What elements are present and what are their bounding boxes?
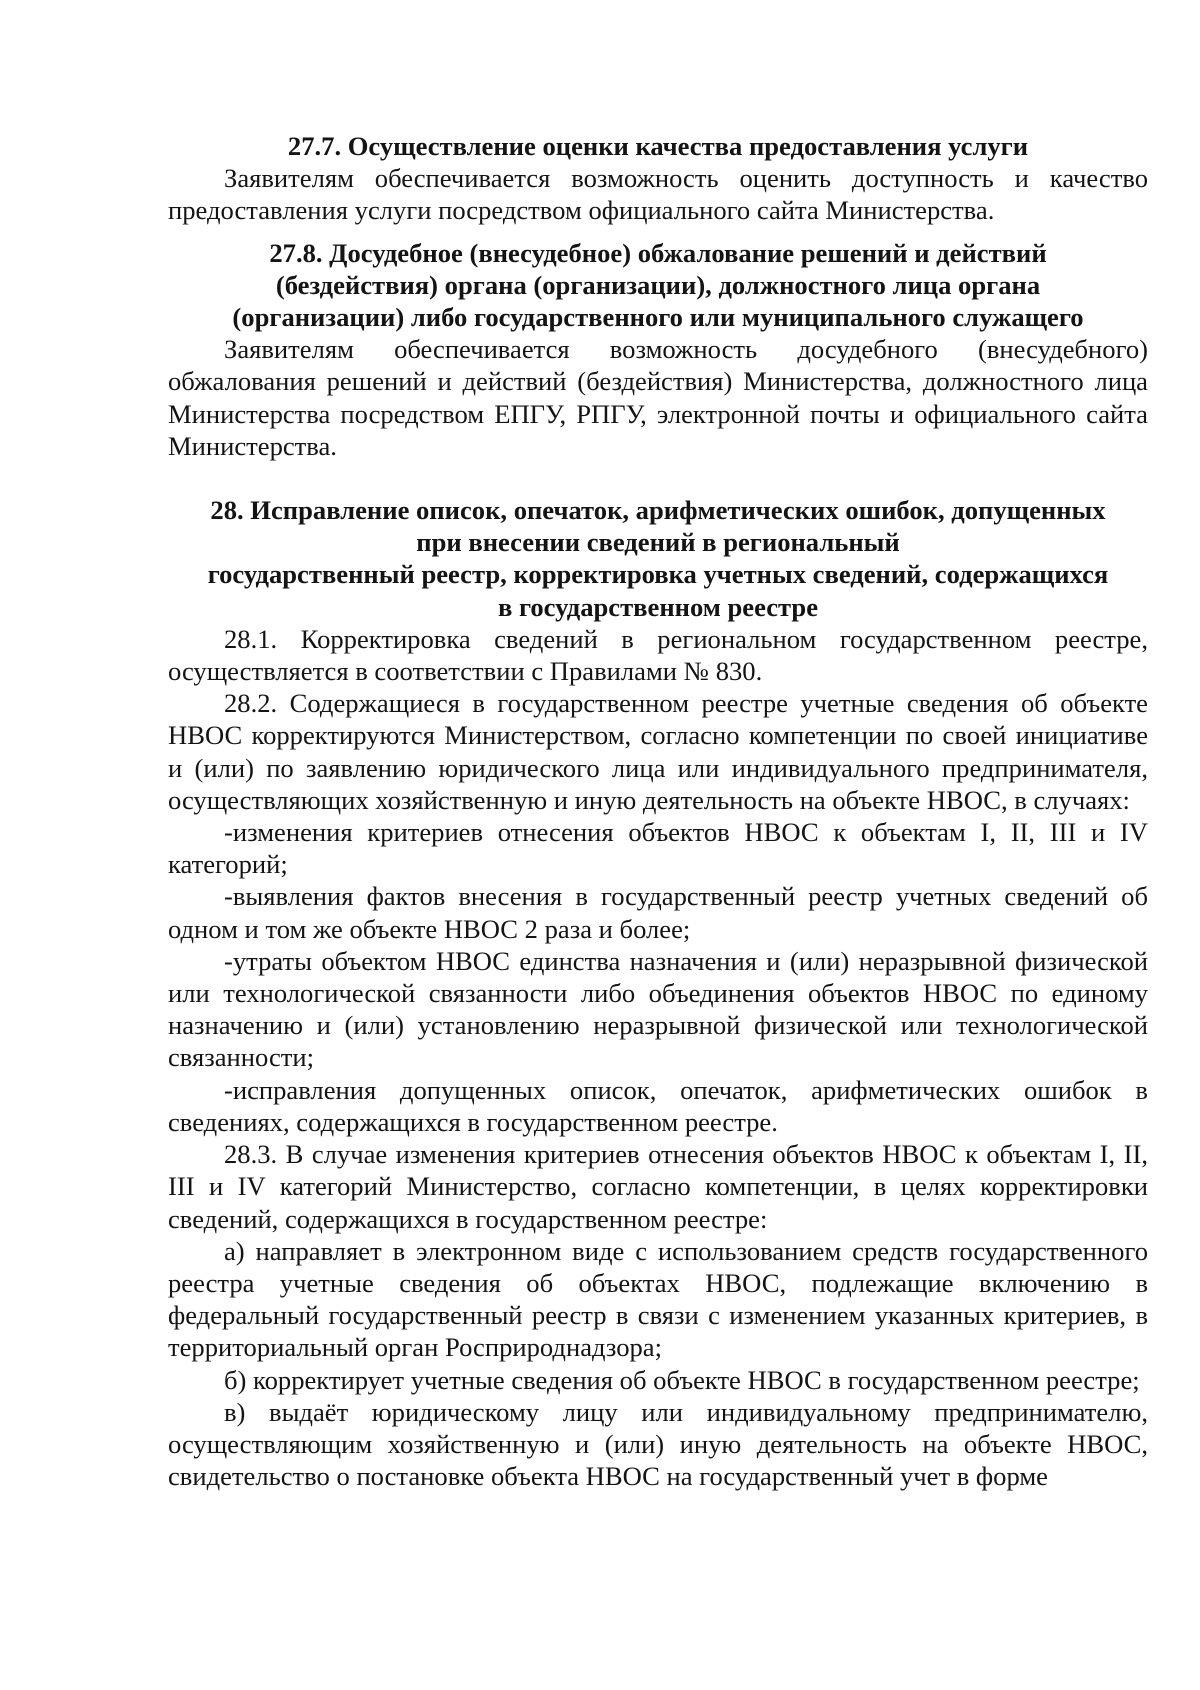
list-item: -изменения критериев отнесения объектов НВОС к объектам I, II, III и IV категорий; (168, 817, 1148, 880)
paragraph-28-2: 28.2. Содержащиеся в государственном реестре учетные сведения об объекте НВОС корректируются Министерством, согласно компетенции по своей инициативе и (или) по заявлению юридического лица или индивидуального предпринимателя, осуществляющих хозяйственную и иную деятельность на объекте НВОС, в случаях: (168, 688, 1148, 815)
paragraph-28-1: 28.1. Корректировка сведений в региональном государственном реестре, осуществляется в соответствии с Правилами № 830. (168, 623, 1148, 687)
list-item: -утраты объектом НВОС единства назначения и (или) неразрывной физической или технологической связанности либо объединения объектов НВОС по единому назначению и (или) установлению неразрывной физической или технологической связанности; (168, 945, 1148, 1073)
list-item: в) выдаёт юридическому лицу или индивидуальному предпринимателю, осуществляющим хозяйственную и (или) иную деятельность на объекте НВОС, свидетельство о постановке объекта НВОС на государственный учет в форме (168, 1396, 1148, 1492)
heading-line: в государственном реестре (497, 591, 819, 622)
paragraph-28-3: 28.3. В случае изменения критериев отнесения объектов НВОС к объектам I, II, III и IV категорий Министерство, согласно компетенции, в целях корректировки сведений, содержащихся в государственном реестре: (168, 1139, 1148, 1234)
heading-line: 28. Исправление описок, опечаток, арифметических ошибок, допущенных (210, 495, 1106, 526)
section-28-heading (168, 494, 1148, 623)
section-27-7-heading: 27.7. Осуществление оценки качества предоставления услуги (287, 131, 1029, 161)
heading-line: (организации) либо государственного или муниципального служащего (232, 302, 1084, 333)
list-item: -исправления допущенных описок, опечаток, арифметических ошибок в сведениях, содержащихся в государственном реестре. (168, 1074, 1148, 1137)
heading-line: при внесении сведений в региональный (416, 527, 900, 558)
list-item: б) корректирует учетные сведения об объекте НВОС в государственном реестре; (224, 1364, 1140, 1395)
section-27-8-paragraph: Заявителям обеспечивается возможность досудебного (внесудебного) обжалования решений и действий (бездействия) Министерства, должностного лица Министерства посредством ЕПГУ, РПГУ, электронной почты и официального сайта Министерства. (168, 334, 1148, 461)
section-27-8-heading (168, 237, 1148, 334)
heading-line: государственный реестр, корректировка учетных сведений, содержащихся (207, 559, 1109, 590)
heading-line: 27.8. Досудебное (внесудебное) обжалование решений и действий (269, 237, 1047, 268)
heading-line: (бездействия) органа (организации), должностного лица органа (275, 269, 1041, 300)
list-item: а) направляет в электронном виде с использованием средств государственного реестра учетные сведения об объектах НВОС, подлежащие включению в федеральный государственный реестр в связи с изменением указанных критериев, в территориальный орган Росприроднадзора; (168, 1235, 1148, 1363)
list-item: -выявления фактов внесения в государственный реестр учетных сведений об одном и том же объекте НВОС 2 раза и более; (168, 881, 1148, 944)
document-page (168, 130, 1148, 1492)
section-27-7-paragraph: Заявителям обеспечивается возможность оценить доступность и качество предоставления услуги посредством официального сайта Министерства. (168, 163, 1148, 226)
